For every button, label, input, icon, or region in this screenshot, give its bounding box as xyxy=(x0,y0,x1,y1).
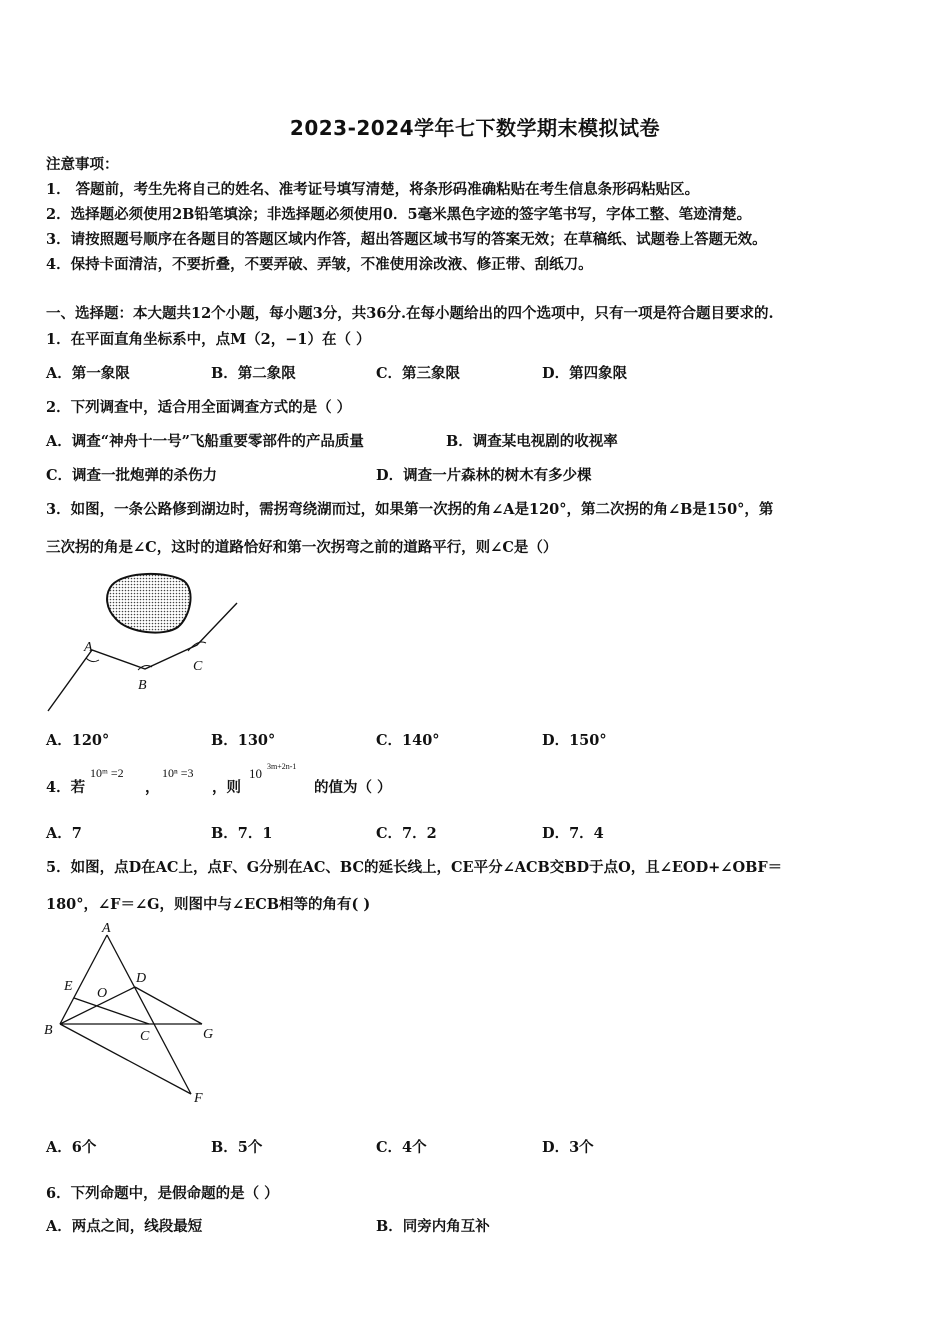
label-c: C xyxy=(140,1029,150,1044)
q1-option-c: C．第三象限 xyxy=(376,365,461,382)
q1-option-b: B．第二象限 xyxy=(211,365,296,382)
question-4-prefix: 4．若 xyxy=(46,779,86,796)
q4-then: ，则 xyxy=(212,779,241,796)
q3-option-b: B．130° xyxy=(211,732,276,749)
q4-separator: ， xyxy=(145,779,160,796)
q4-condition-2: 10ⁿ =3 xyxy=(162,766,194,780)
q5-option-c: C．4个 xyxy=(376,1139,427,1156)
q4-expression-base: 10 xyxy=(249,766,262,781)
q3-option-a: A．120° xyxy=(46,732,110,749)
notice-item: 4．保持卡面清洁，不要折叠，不要弄破、弄皱，不准使用涂改液、修正带、刮纸刀。 xyxy=(46,256,593,273)
q1-option-a: A．第一象限 xyxy=(46,365,130,382)
q4-expression-exponent: 3m+2n-1 xyxy=(267,762,297,771)
angle-a-arc xyxy=(86,658,99,662)
q4-option-d: D．7．4 xyxy=(542,825,604,842)
label-f: F xyxy=(194,1091,203,1106)
q4-option-a: A．7 xyxy=(46,825,82,842)
q1-option-d: D．第四象限 xyxy=(542,365,628,382)
q6-option-a: A．两点之间，线段最短 xyxy=(46,1218,203,1235)
question-5-line1: 5．如图，点D在AC上，点F、G分别在AC、BC的延长线上，CE平分∠ACB交BD于点O，且∠EOD+∠OBF＝ xyxy=(46,859,783,876)
notice-item: 2．选择题必须使用2B铅笔填涂；非选择题必须使用0．5毫米黑色字迹的签字笔书写，字体工整、笔迹清楚。 xyxy=(46,206,752,223)
q5-option-b: B．5个 xyxy=(211,1139,263,1156)
label-g: G xyxy=(203,1027,214,1042)
notice-item: 3．请按照题号顺序在各题目的答题区域内作答，超出答题区域书写的答案无效；在草稿纸、试题卷上答题无效。 xyxy=(46,231,767,248)
label-o: O xyxy=(97,986,108,1001)
question-3-line1: 3．如图，一条公路修到湖边时，需拐弯绕湖而过，如果第一次拐的角∠A是120°，第二次拐的角∠B是150°，第 xyxy=(46,501,774,518)
q3-option-c: C．140° xyxy=(376,732,440,749)
triangle-figure xyxy=(40,918,230,1108)
q2-option-c: C．调查一批炮弹的杀伤力 xyxy=(46,467,218,484)
q4-option-c: C．7．2 xyxy=(376,825,437,842)
segment-af xyxy=(107,935,191,1094)
question-6-stem: 6．下列命题中，是假命题的是（ ） xyxy=(46,1185,279,1202)
question-5-line2: 180°，∠F＝∠G，则图中与∠ECB相等的角有( ) xyxy=(46,896,371,913)
label-c: C xyxy=(193,659,203,674)
q5-option-d: D．3个 xyxy=(542,1139,594,1156)
label-b: B xyxy=(138,678,147,693)
page-title: 2023-2024学年七下数学期末模拟试卷 xyxy=(289,116,661,140)
segment-dg xyxy=(135,987,202,1024)
label-d: D xyxy=(136,971,147,986)
question-2-stem: 2．下列调查中，适合用全面调查方式的是（ ） xyxy=(46,399,352,416)
lake-shape xyxy=(107,574,190,633)
notice-item: 1． 答题前，考生先将自己的姓名、准考证号填写清楚，将条形码准确粘贴在考生信息条形码粘贴区。 xyxy=(46,181,700,198)
q2-option-d: D．调查一片森林的树木有多少棵 xyxy=(376,467,592,484)
question-1-stem: 1．在平面直角坐标系中，点M（2，−1）在（ ） xyxy=(46,331,371,348)
section-heading: 一、选择题：本大题共12个小题，每小题3分，共36分.在每小题给出的四个选项中，只有一项是符合题目要求的. xyxy=(46,305,774,322)
q4-condition-1: 10ᵐ =2 xyxy=(90,766,124,780)
question-3-line2: 三次拐的角是∠C，这时的道路恰好和第一次拐弯之前的道路平行，则∠C是（） xyxy=(46,539,558,556)
q6-option-b: B．同旁内角互补 xyxy=(376,1218,490,1235)
q4-suffix: 的值为（ ） xyxy=(314,779,392,796)
label-a: A xyxy=(102,921,111,936)
q5-option-a: A．6个 xyxy=(46,1139,97,1156)
segment-bf xyxy=(60,1024,191,1094)
lake-road-figure xyxy=(40,565,250,720)
q4-option-b: B．7．1 xyxy=(211,825,273,842)
q2-option-a: A．调查“神舟十一号”飞船重要零部件的产品质量 xyxy=(46,433,364,450)
label-e: E xyxy=(64,979,73,994)
q2-option-b: B．调查某电视剧的收视率 xyxy=(446,433,618,450)
angle-c-arc xyxy=(188,642,206,651)
label-b: B xyxy=(44,1023,53,1038)
label-a: A xyxy=(84,640,93,655)
q3-option-d: D．150° xyxy=(542,732,607,749)
notice-heading: 注意事项： xyxy=(46,156,119,173)
